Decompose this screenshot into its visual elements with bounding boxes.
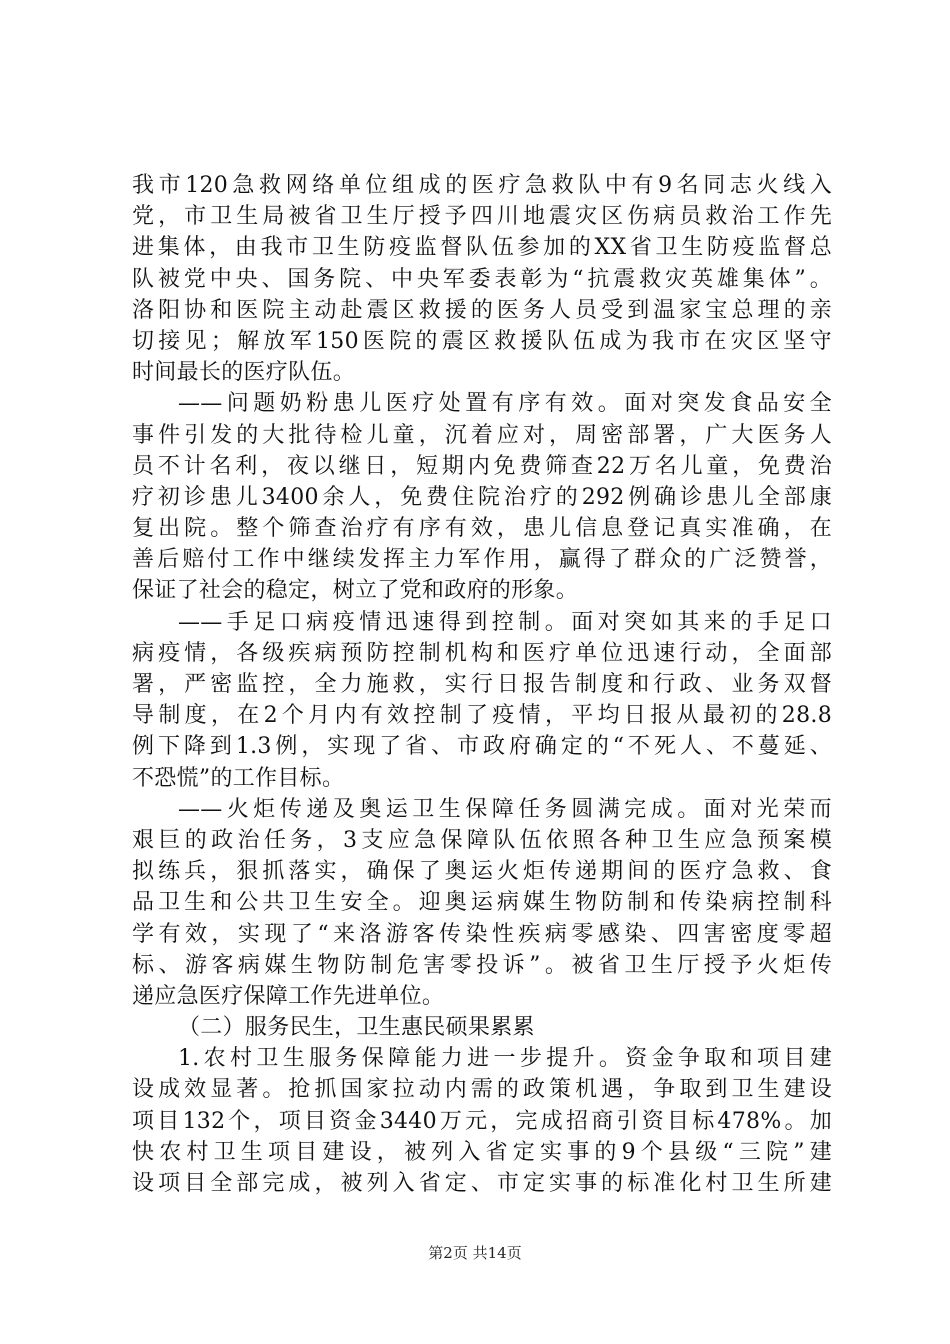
paragraph-heading-line: ——火炬传递及奥运卫生保障任务圆满完成。面对光荣而: [178, 796, 832, 822]
text-line: 复出院。整个筛查治疗有序有效，患儿信息登记真实准确，在: [132, 516, 832, 542]
text-line: 事件引发的大批待检儿童，沉着应对，周密部署，广大医务人: [132, 422, 832, 448]
text-line: 进集体，由我市卫生防疫监督队伍参加的XX省卫生防疫监督总: [132, 235, 832, 261]
text-line: 快农村卫生项目建设，被列入省定实事的9个县级“三院”建: [132, 1139, 832, 1165]
text-line: 保证了社会的稳定，树立了党和政府的形象。: [132, 578, 579, 604]
text-line: 例下降到1.3例，实现了省、市政府确定的“不死人、不蔓延、: [132, 734, 832, 760]
text-line: 善后赔付工作中继续发挥主力军作用，赢得了群众的广泛赞誉，: [132, 547, 832, 573]
text-line: 导制度，在2个月内有效控制了疫情，平均日报从最初的28.8: [132, 703, 832, 729]
text-line: 署，严密监控，全力施救，实行日报告制度和行政、业务双督: [132, 672, 832, 697]
text-line: 设成效显著。抢抓国家拉动内需的政策机遇，争取到卫生建设: [132, 1077, 832, 1103]
text-line: 病疫情，各级疾病预防控制机构和医疗单位迅速行动，全面部: [132, 640, 832, 666]
paragraph-heading-line: 1.农村卫生服务保障能力进一步提升。资金争取和项目建: [178, 1046, 832, 1072]
body-text: [132, 170, 832, 1199]
text-line: 员不计名利，夜以继日，短期内免费筛查22万名儿童，免费治: [132, 453, 832, 479]
text-line: 不恐慌”的工作目标。: [132, 765, 345, 791]
text-line: 标、游客病媒生物防制危害零投诉”。被省卫生厅授予火炬传: [132, 952, 832, 978]
text-line: 项目132个，项目资金3440万元，完成招商引资目标478%。加: [132, 1108, 832, 1134]
text-line: 品卫生和公共卫生安全。迎奥运病媒生物防制和传染病控制科: [132, 890, 832, 916]
text-line: 我市120急救网络单位组成的医疗急救队中有9名同志火线入: [132, 173, 832, 198]
text-line: 艰巨的政治任务，3支应急保障队伍依照各种卫生应急预案模: [132, 827, 832, 853]
text-line: 疗初诊患儿3400余人，免费住院治疗的292例确诊患儿全部康: [132, 484, 832, 510]
text-line: 拟练兵，狠抓落实，确保了奥运火炬传递期间的医疗急救、食: [132, 859, 832, 885]
section-heading: （二）服务民生，卫生惠民硕果累累: [178, 1015, 535, 1041]
paragraph-heading-line: ——问题奶粉患儿医疗处置有序有效。面对突发食品安全: [178, 391, 832, 417]
text-line: 时间最长的医疗队伍。: [132, 360, 356, 386]
text-line: 学有效，实现了“来洛游客传染性疾病零感染、四害密度零超: [132, 921, 832, 947]
text-line: 党，市卫生局被省卫生厅授予四川地震灾区伤病员救治工作先: [132, 204, 832, 230]
text-line: 队被党中央、国务院、中央军委表彰为“抗震救灾英雄集体”。: [132, 266, 832, 292]
text-line: 递应急医疗保障工作先进单位。: [132, 983, 445, 1009]
text-line: 设项目全部完成，被列入省定、市定实事的标准化村卫生所建: [132, 1171, 832, 1196]
text-line: 洛阳协和医院主动赴震区救援的医务人员受到温家宝总理的亲: [132, 297, 832, 323]
paragraph-heading-line: ——手足口病疫情迅速得到控制。面对突如其来的手足口: [178, 609, 832, 635]
text-line: 切接见；解放军150医院的震区救援队伍成为我市在灾区坚守: [132, 328, 832, 354]
page-footer: 第2页 共14页: [428, 1244, 522, 1262]
